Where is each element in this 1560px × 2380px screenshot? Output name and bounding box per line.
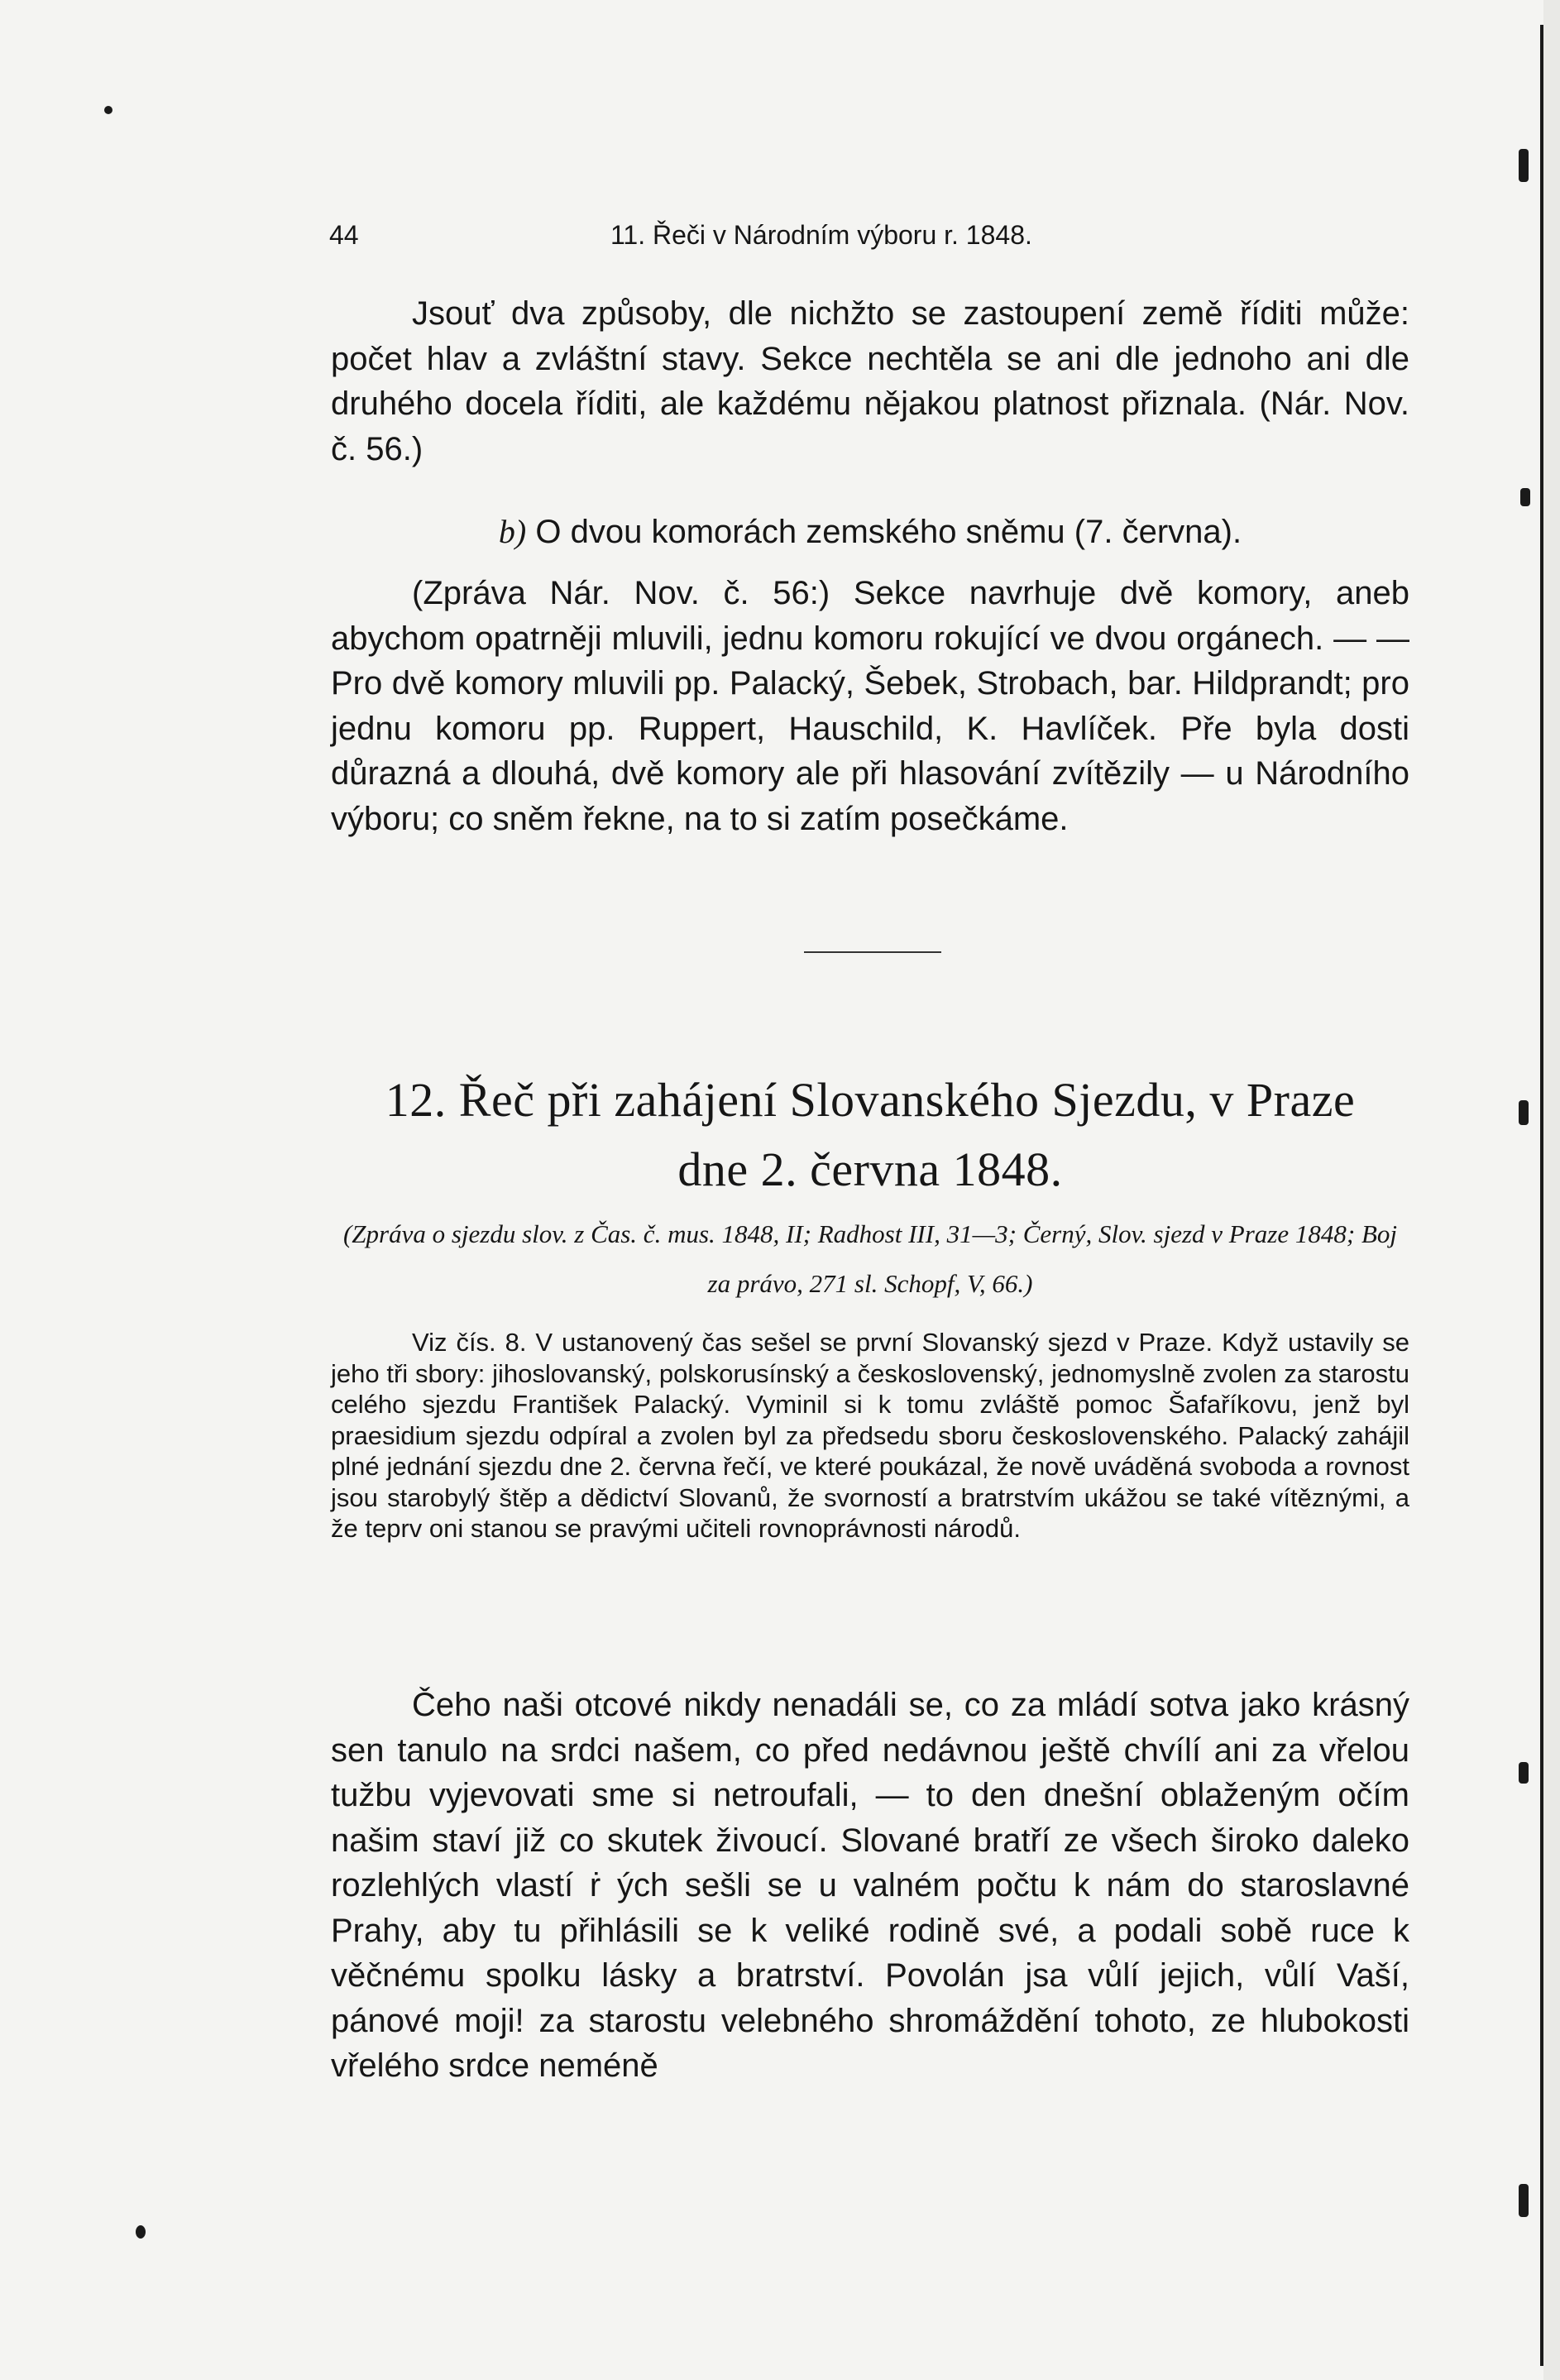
section-11-subheading [331, 510, 1409, 554]
running-title: 11. Řeči v Národním výboru r. 1848. [610, 220, 1032, 250]
subheading-text: O dvou komorách zemského sněmu (7. června). [535, 514, 1242, 550]
scan-speck [1519, 2184, 1529, 2217]
running-head [329, 217, 1156, 253]
chapter-title-line-1: 12. Řeč při zahájení Slovanského Sjezdu, v Praze [385, 1073, 1356, 1127]
chapter-title-line-2: dne 2. června 1848. [677, 1142, 1063, 1196]
chapter-intro-block [331, 1327, 1409, 1544]
chapter-intro: Viz čís. 8. V ustanovený čas sešel se první Slovanský sjezd v Praze. Když ustavily se jeho tři sbory: jihoslovanský, polskorusínský a československý, jednomyslně zvolen za starostu celého sjezdu František Palacký. Vyminil si k tomu zvláště pomoc Šafaříkovu, jenž byl praesidium sjezdu odpíral a zvolen byl za předsedu sboru československého. Palacký zahájil plné jednání sjezdu dne 2. června řečí, ve které poukázal, že nově uváděná svoboda a rovnost jsou starobylý štěp a dědictví Slovanů, že svorností a bratrstvím ukážou se také vítěznými, a že teprv oni stanou se pravými učiteli rovnoprávnosti národů. [331, 1328, 1409, 1543]
chapter-sources: (Zpráva o sjezdu slov. z Čas. č. mus. 1848, II; Radhost III, 31—3; Černý, Slov. sjezd v Praze 1848; Boj za právo, 271 sl. Schopf, V, 66.) [342, 1219, 1397, 1298]
scan-speck [1519, 149, 1529, 182]
section-11-paragraph-1-block [331, 291, 1409, 472]
speech-block [331, 1683, 1409, 2089]
scan-speck [104, 106, 112, 114]
chapter-title [331, 1065, 1409, 1204]
scan-edge-shadow [1543, 0, 1560, 2380]
page-number: 44 [329, 220, 359, 250]
scan-speck [1520, 488, 1530, 506]
section-divider [804, 951, 941, 953]
scan-speck [1519, 1762, 1529, 1784]
scan-edge-line [1540, 25, 1543, 2366]
scan-speck [1519, 1100, 1529, 1125]
section-11-paragraph-2: (Zpráva Nár. Nov. č. 56:) Sekce navrhuje dvě komory, aneb abychom opatrněji mluvili, jednu komoru rokující ve dvou orgánech. — — Pro dvě komory mluvili pp. Palacký, Šebek, Strobach, bar. Hildprandt; pro jednu komoru pp. Ruppert, Hauschild, K. Havlíček. Pře byla dosti důrazná a dlouhá, dvě komory ale při hlasování zvítězily — u Národního výboru; co sněm řekne, na to si zatím posečkáme. [331, 575, 1409, 837]
section-11-paragraph-1: Jsouť dva způsoby, dle nichžto se zastoupení země říditi může: počet hlav a zvláštní stavy. Sekce nechtěla se ani dle jednoho ani dle druhého docela říditi, ale každému nějakou platnost přiznala. (Nár. Nov. č. 56.) [331, 295, 1409, 467]
subheading-letter: b) [498, 513, 527, 550]
speech-text: Čeho naši otcové nikdy nenadáli se, co za mládí sotva jako krásný sen tanulo na srdci našem, co před nedávnou ještě chvílí ani za vřelou tužbu vyjevovati sme si netroufali, — to den dnešní oblaženým očím našim staví již co skutek živoucí. Slované bratří ze všech široko daleko rozlehlých vlastí ṙ ých sešli se u valném počtu k nám do staroslavné Prahy, aby tu přihlásili se k veliké rodině své, a podali sobě ruce k věčnému spolku lásky a bratrství. Povolán jsa vůlí jejich, vůlí Vaší, pánové moji! za starostu velebného shromáždění tohoto, ze hlubokosti vřelého srdce neméně [331, 1687, 1409, 2084]
scan-speck [136, 2225, 146, 2239]
section-11-paragraph-2-block [331, 571, 1409, 841]
